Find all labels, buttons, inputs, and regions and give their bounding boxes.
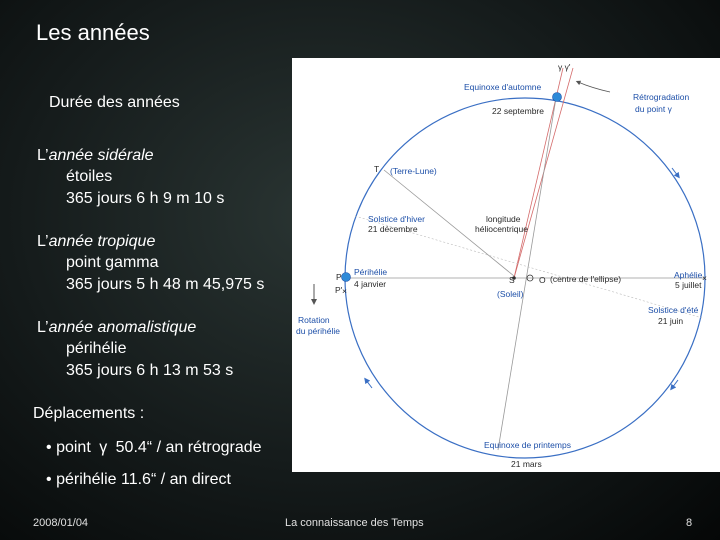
year-sidereal-duration: 365 jours 6 h 9 m 10 s: [66, 190, 225, 207]
winter-solstice-label: Solstice d'hiver: [368, 214, 425, 224]
displacement-text: 50.4“ / an rétrograde: [111, 439, 262, 456]
retrogradation-label-2: du point γ: [635, 104, 672, 114]
year-sidereal-heading: [37, 147, 154, 165]
autumn-equinox-label: Equinoxe d'automne: [464, 82, 542, 92]
year-tropical-reference: point gamma: [66, 254, 159, 271]
year-anomalistic-reference: périhélie: [66, 340, 127, 357]
displacement-item-perihelion: [46, 471, 231, 489]
sun-letter: S: [509, 275, 515, 285]
year-anomalistic-duration: 365 jours 6 h 13 m 53 s: [66, 362, 234, 379]
orbit-diagram: [292, 58, 720, 472]
aphelion-cross-icon: ×: [702, 273, 707, 283]
year-sidereal-reference: étoiles: [66, 168, 113, 185]
displacement-text: point: [56, 439, 96, 456]
spring-equinox-label: Equinoxe de printemps: [484, 440, 571, 450]
displacement-text: périhélie 11.6“ / an direct: [56, 471, 231, 488]
year-name: année tropique: [48, 233, 156, 250]
page-number: 8: [686, 517, 693, 529]
autumn-equinox-date: 22 septembre: [492, 106, 544, 116]
year-prefix: L’: [37, 147, 49, 164]
summer-solstice-label: Solstice d'été: [648, 305, 699, 315]
footer-date: 2008/01/04: [33, 517, 89, 529]
rotation-label: Rotation: [298, 315, 330, 325]
center-label: (centre de l'ellipse): [550, 274, 622, 284]
spring-equinox-date: 21 mars: [511, 459, 542, 469]
perihelion-marker: [342, 273, 351, 282]
year-name: année sidérale: [48, 147, 154, 164]
year-tropical-heading: [37, 233, 155, 251]
gamma-label: γ γ': [558, 62, 571, 72]
footer-title: La connaissance des Temps: [285, 517, 424, 529]
slide-subtitle: Durée des années: [49, 94, 180, 111]
longitude-label: longitude: [486, 214, 521, 224]
heliocentric-label: héliocentrique: [475, 224, 528, 234]
perihelion-date: 4 janvier: [354, 279, 387, 289]
retrogradation-arrow: [578, 82, 610, 92]
rotation-label-2: du périhélie: [296, 326, 340, 336]
autumn-equinox-marker: [553, 93, 562, 102]
perihelion-label: Périhélie: [354, 267, 388, 277]
summer-solstice-date: 21 juin: [658, 316, 684, 326]
year-prefix: L’: [37, 233, 49, 250]
gamma-symbol: γ: [99, 439, 108, 456]
slide-title: Les années: [36, 20, 150, 45]
year-tropical-duration: 365 jours 5 h 48 m 45,975 s: [66, 276, 265, 293]
displacements-title: Déplacements :: [33, 405, 145, 422]
year-anomalistic-heading: [37, 319, 196, 337]
year-name: année anomalistique: [48, 319, 197, 336]
earth-moon-label: (Terre-Lune): [390, 166, 437, 176]
winter-solstice-date: 21 décembre: [368, 224, 418, 234]
year-prefix: L’: [37, 319, 49, 336]
sun-label: (Soleil): [497, 289, 524, 299]
retrogradation-label: Rétrogradation: [633, 92, 690, 102]
bullet: •: [46, 471, 52, 488]
earth-letter: T: [374, 164, 380, 174]
displacement-item-gamma: [46, 439, 262, 457]
equinox-line: [498, 98, 556, 450]
bullet: •: [46, 439, 52, 456]
center-letter: O: [539, 275, 546, 285]
perihelion-prime-letter: P': [335, 285, 343, 295]
aphelion-label: Aphélie: [674, 270, 703, 280]
orbit-arrow: [366, 380, 372, 388]
aphelion-date: 5 juillet: [675, 280, 702, 290]
perihelion-cross-icon: ×: [342, 286, 347, 296]
orbit-svg: [292, 58, 720, 472]
perihelion-letter: P: [336, 272, 342, 282]
